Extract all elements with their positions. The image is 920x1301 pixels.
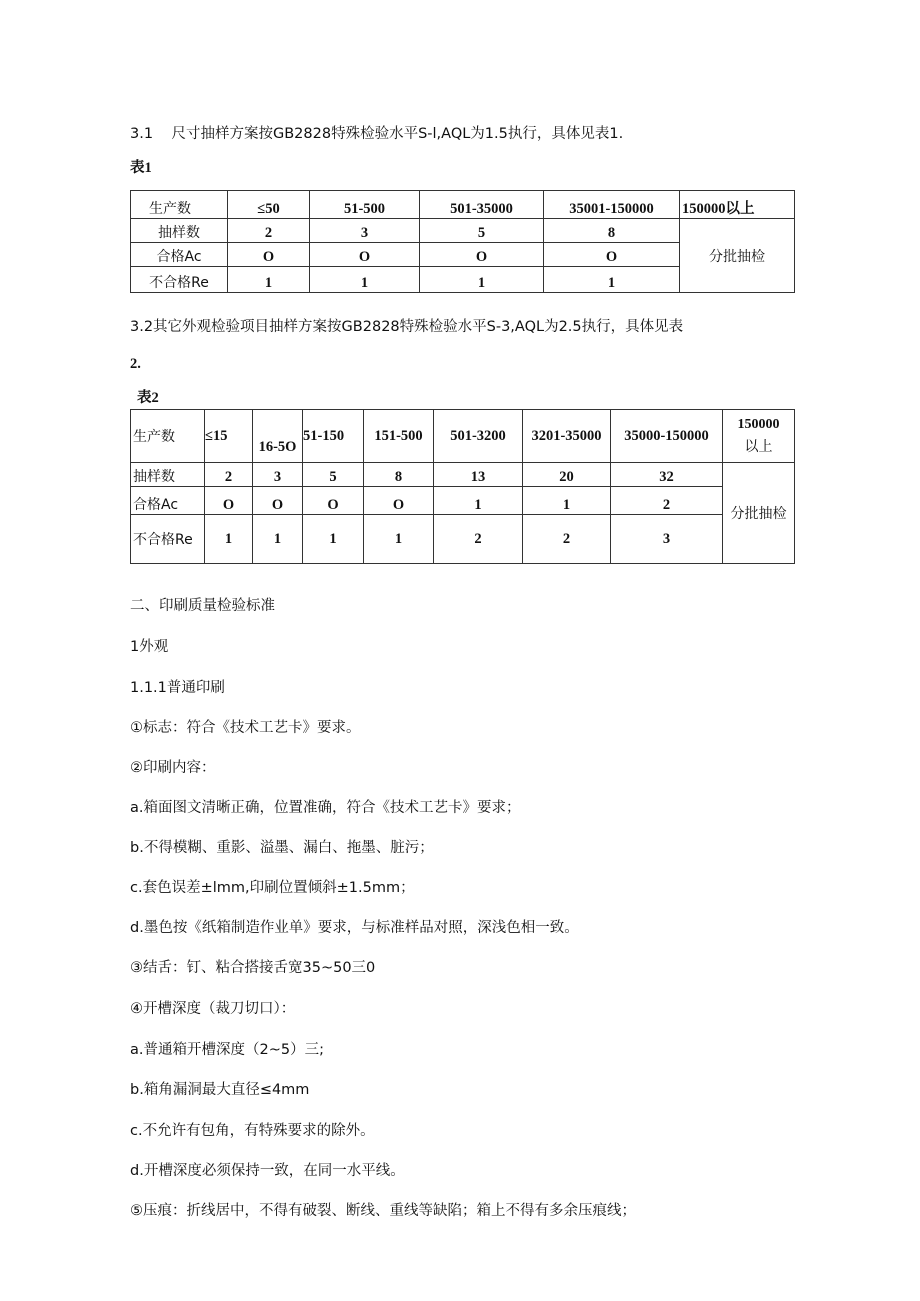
table-cell: 2 (434, 515, 523, 564)
table-cell: 3 (611, 515, 723, 564)
table-cell: 1 (434, 487, 523, 515)
list-item: ⑤压痕：折线居中，不得有破裂、断线、重线等缺陷；箱上不得有多余压痕线； (130, 1203, 636, 1219)
merged-note-cell: 分批抽检 (680, 219, 795, 293)
list-item: ④开槽深度（裁刀切口）： (130, 1001, 296, 1017)
table-cell: 1 (364, 515, 434, 564)
list-item: c.不允许有包角，有特殊要求的除外。 (130, 1123, 375, 1139)
table-cell: 1 (205, 515, 253, 564)
table-cell: 501-3200 (434, 410, 523, 463)
table-2 (130, 409, 795, 564)
table-cell: 5 (420, 219, 544, 243)
list-item: c.套色误差±lmm,印刷位置倾斜±1.5mm； (130, 880, 415, 896)
table-row (131, 487, 795, 515)
table-cell: 32 (611, 463, 723, 487)
table-cell: 151-500 (364, 410, 434, 463)
list-item: b.不得模糊、重影、溢墨、漏白、拖墨、脏污； (130, 840, 434, 856)
table-cell: 1 (544, 267, 680, 293)
list-item: ②印刷内容： (130, 760, 216, 776)
table-cell: O (310, 243, 420, 267)
table-cell: 1 (228, 267, 310, 293)
table-cell: 13 (434, 463, 523, 487)
table-1 (130, 190, 795, 293)
table-cell: 不合格Re (131, 267, 228, 293)
table-cell: ≤15 (205, 410, 253, 463)
table-cell: 20 (523, 463, 611, 487)
table-cell: 8 (364, 463, 434, 487)
table-cell: 生产数 (131, 410, 205, 463)
table-cell: O (420, 243, 544, 267)
table-cell: 501-35000 (420, 191, 544, 219)
table-cell: O (205, 487, 253, 515)
table-cell: 2 (205, 463, 253, 487)
section-3-2: 3.2其它外观检验项目抽样方案按GB2828特殊检验水平S-3,AQL为2.5执行，具体见表 (130, 319, 684, 335)
heading-normal-printing: 1.1.1普通印刷 (130, 680, 225, 696)
table-cell: 1 (420, 267, 544, 293)
list-item: d.开槽深度必须保持一致，在同一水平线。 (130, 1163, 405, 1179)
table-cell: 不合格Re (131, 515, 205, 564)
section-3-2-cont: 2. (130, 356, 141, 372)
list-item: b.箱角漏洞最大直径≤4mm (130, 1082, 310, 1098)
table-row (131, 463, 795, 487)
table-cell: 抽样数 (131, 219, 228, 243)
table-cell: O (544, 243, 680, 267)
table-row (131, 191, 795, 219)
table-cell: O (228, 243, 310, 267)
list-item: a.普通箱开槽深度（2~5）三; (130, 1042, 324, 1058)
table-cell: 合格Ac (131, 243, 228, 267)
list-item: ①标志：符合《技术工艺卡》要求。 (130, 720, 361, 736)
table-cell: 51-150 (303, 410, 364, 463)
table-row (131, 219, 795, 243)
section-3-1: 3.1 尺寸抽样方案按GB2828特殊检验水平S-l,AQL为1.5执行，具体见表1. (130, 126, 624, 142)
table-cell: 3 (253, 463, 303, 487)
list-item: ③结舌：钉、粘合搭接舌宽35~50三0 (130, 960, 376, 976)
table-cell: 150000以上 (680, 191, 795, 219)
table2-caption: 表2 (137, 390, 159, 406)
heading-appearance: 1外观 (130, 639, 169, 655)
table-cell: O (303, 487, 364, 515)
table-cell: 8 (544, 219, 680, 243)
table-cell: 生产数 (131, 191, 228, 219)
table-cell: 2 (523, 515, 611, 564)
table-cell: O (364, 487, 434, 515)
table-cell: 16-5O (253, 410, 303, 463)
table-cell: 1 (303, 515, 364, 564)
table1-caption: 表1 (130, 160, 152, 176)
heading-print-quality: 二、印刷质量检验标准 (130, 598, 275, 614)
table-cell: 2 (228, 219, 310, 243)
table-cell: 2 (611, 487, 723, 515)
table-cell: 5 (303, 463, 364, 487)
table-cell: ≤50 (228, 191, 310, 219)
table-row (131, 410, 795, 463)
table-row (131, 515, 795, 564)
table-cell: 51-500 (310, 191, 420, 219)
table-cell: 150000 以上 (723, 410, 795, 463)
table-cell: O (253, 487, 303, 515)
table-cell: 35000-150000 (611, 410, 723, 463)
merged-note-cell: 分批抽检 (723, 463, 795, 564)
table-cell: 1 (310, 267, 420, 293)
list-item: a.箱面图文清晰正确，位置准确，符合《技术工艺卡》要求； (130, 800, 521, 816)
table-cell: 35001-150000 (544, 191, 680, 219)
table-cell: 3 (310, 219, 420, 243)
table-cell: 1 (523, 487, 611, 515)
table-cell: 1 (253, 515, 303, 564)
table-cell: 合格Ac (131, 487, 205, 515)
table-cell: 3201-35000 (523, 410, 611, 463)
table-cell: 抽样数 (131, 463, 205, 487)
list-item: d.墨色按《纸箱制造作业单》要求，与标准样品对照，深浅色相一致。 (130, 920, 579, 936)
